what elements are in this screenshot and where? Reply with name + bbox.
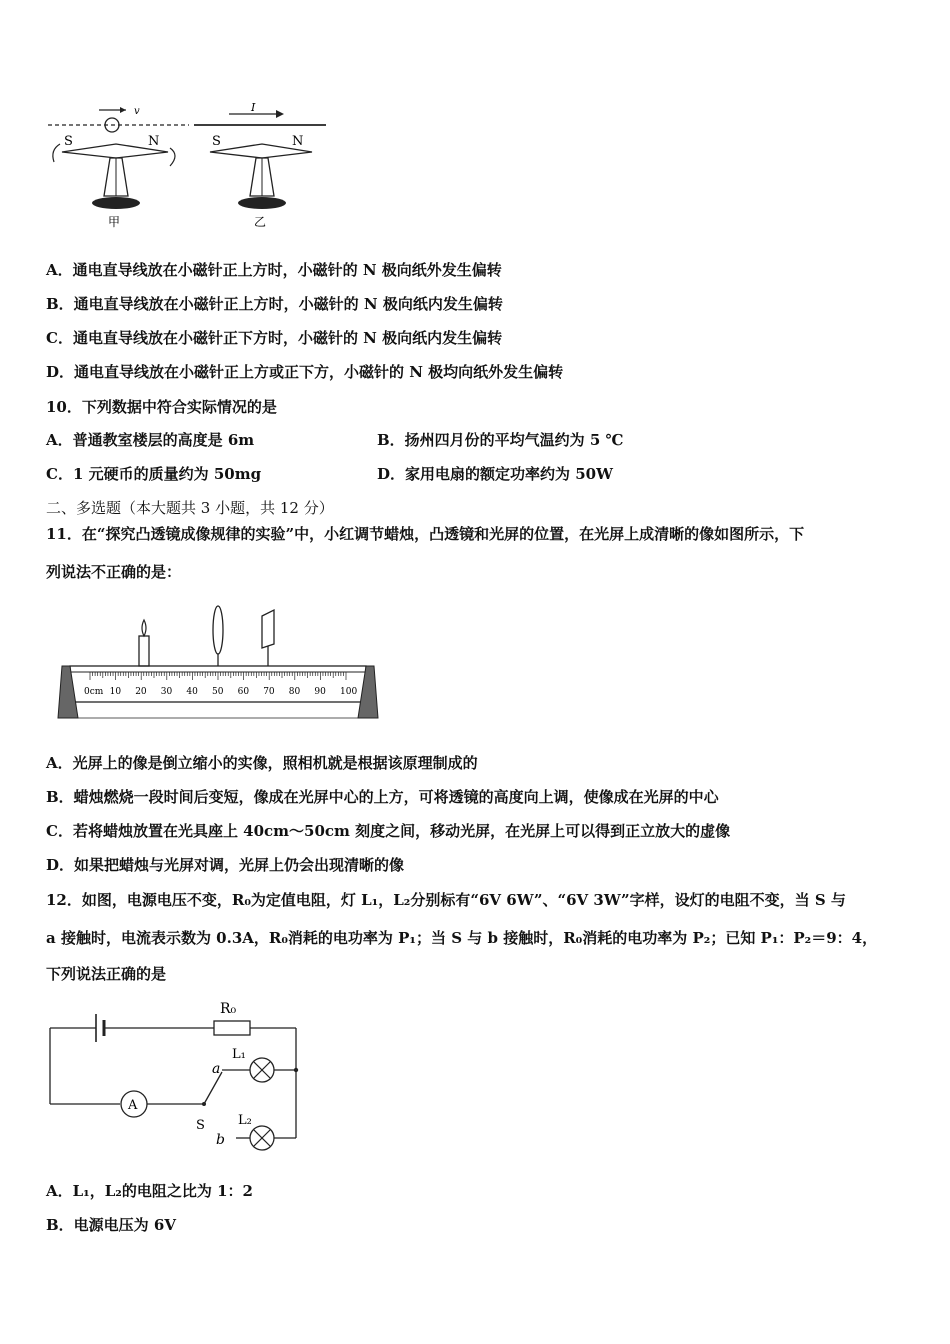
contact-a-label: a	[212, 1061, 221, 1077]
circuit-figure	[44, 992, 314, 1152]
q10-option-c: C．1 元硬币的质量约为 50mg	[46, 465, 262, 483]
n-pole-label: N	[148, 134, 160, 149]
q10-option-a: A．普通教室楼层的高度是 6m	[46, 431, 255, 449]
ruler-tick-label: 60	[237, 687, 250, 697]
s-pole-label-2: S	[212, 134, 221, 149]
q11-option-b: B．蜡烛燃烧一段时间后变短，像成在光屏中心的上方，可将透镜的高度向上调，使像成在光屏的中心	[46, 788, 719, 806]
q11-stem-1: 11．在“探究凸透镜成像规律的实验”中，小红调节蜡烛，凸透镜和光屏的位置，在光屏上成清晰的像如图所示，下	[46, 525, 805, 543]
section-title: 二、多选题（本大题共 3 小题，共 12 分）	[46, 499, 334, 517]
ruler-tick-label: 10	[109, 687, 122, 697]
switch-label: S	[196, 1118, 205, 1133]
q11-option-c: C．若将蜡烛放置在光具座上 40cm～50cm 刻度之间，移动光屏，在光屏上可以得到正立放大的虚像	[46, 822, 731, 840]
l2-label: L₂	[238, 1113, 252, 1128]
ruler-tick-label: 50	[212, 687, 224, 697]
q11-option-a: A．光屏上的像是倒立缩小的实像，照相机就是根据该原理制成的	[46, 754, 478, 772]
ruler-labels	[84, 687, 357, 697]
figure-jia-label: 甲	[108, 215, 121, 229]
r0-label: R₀	[220, 1001, 237, 1017]
q9-option-d: D．通电直导线放在小磁针正上方或正下方，小磁针的 N 极均向纸外发生偏转	[46, 363, 564, 381]
ruler-tick-label: 80	[288, 687, 301, 697]
velocity-label: v	[134, 106, 140, 117]
q10-stem: 10．下列数据中符合实际情况的是	[46, 398, 277, 416]
q12-option-a: A．L₁，L₂的电阻之比为 1：2	[46, 1182, 253, 1200]
ruler-tick-label: 90	[314, 687, 326, 697]
ruler-tick-label: 40	[186, 687, 198, 697]
q11-option-d: D．如果把蜡烛与光屏对调，光屏上仍会出现清晰的像	[46, 856, 405, 874]
q12-stem-3: 下列说法正确的是	[46, 965, 167, 983]
q9-option-b: B．通电直导线放在小磁针正上方时，小磁针的 N 极向纸内发生偏转	[46, 295, 503, 313]
ruler-tick-label: 100	[340, 687, 358, 697]
ruler-tick-label: 20	[135, 687, 147, 697]
optical-bench-figure	[56, 600, 386, 725]
ammeter-label: A	[128, 1098, 138, 1113]
q12-option-b: B．电源电压为 6V	[46, 1216, 176, 1234]
s-pole-label: S	[64, 134, 73, 149]
q10-option-b: B．扬州四月份的平均气温约为 5 ℃	[377, 431, 624, 449]
n-pole-label-2: N	[292, 134, 304, 149]
q12-stem-2: a 接触时，电流表示数为 0.3A，R₀消耗的电功率为 P₁；当 S 与 b 接触时，R₀消耗的电功率为 P₂；已知 P₁：P₂＝9：4，	[46, 929, 878, 947]
q11-stem-2: 列说法不正确的是：	[46, 563, 182, 581]
current-label: I	[251, 101, 256, 114]
contact-b-label: b	[216, 1132, 225, 1148]
q10-option-d: D．家用电扇的额定功率约为 50W	[377, 465, 613, 483]
ruler-tick-label: 70	[263, 687, 275, 697]
l1-label: L₁	[232, 1047, 246, 1062]
ruler-ticks	[90, 672, 346, 680]
q9-option-c: C．通电直导线放在小磁针正下方时，小磁针的 N 极向纸内发生偏转	[46, 329, 503, 347]
q12-stem-1: 12．如图，电源电压不变，R₀为定值电阻，灯 L₁，L₂分别标有“6V 6W”、“6V 3W”字样，设灯的电阻不变，当 S 与	[46, 891, 846, 909]
figure-yi-label: 乙	[254, 215, 267, 229]
q9-option-a: A．通电直导线放在小磁针正上方时，小磁针的 N 极向纸外发生偏转	[46, 261, 502, 279]
compass-figure	[44, 100, 334, 230]
ruler-tick-label: 0cm	[84, 687, 104, 697]
ruler-tick-label: 30	[160, 687, 173, 697]
